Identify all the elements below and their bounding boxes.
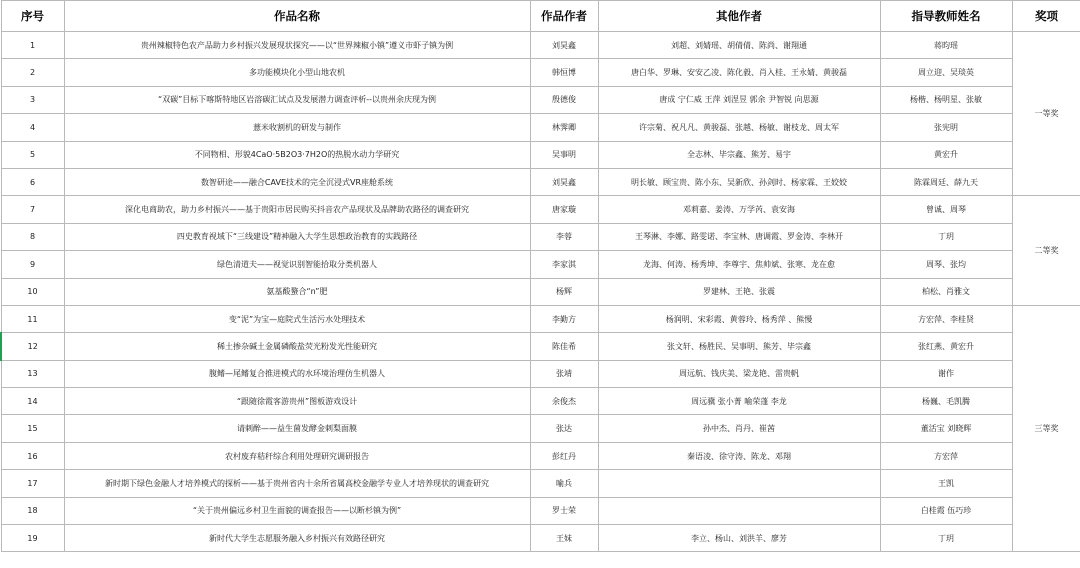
- cell-seq[interactable]: 3: [1, 86, 64, 113]
- table-row: [1, 388, 1080, 415]
- table-row: [1, 415, 1080, 442]
- cell-seq[interactable]: 1: [1, 32, 64, 59]
- cell-title[interactable]: 稀土掺杂碱土金属磷酸盐荧光粉发光性能研究: [64, 333, 530, 360]
- cell-title[interactable]: 四史教育视域下“三线建设”精神融入大学生思想政治教育的实践路径: [64, 223, 530, 250]
- cell-author[interactable]: 杨辉: [530, 278, 598, 305]
- cell-title[interactable]: 贵州辣椒特色农产品助力乡村振兴发展现状探究——以“世界辣椒小镇”遵义市虾子镇为例: [64, 32, 530, 59]
- cell-other-authors[interactable]: 邓莉嘉、姜涛、万学芮、袁安海: [598, 196, 880, 223]
- table-row: [1, 251, 1080, 278]
- cell-title[interactable]: “关于贵州偏远乡村卫生面貌的调查报告——以断杉镇为例”: [64, 497, 530, 524]
- cell-other-authors[interactable]: 明长敏、顾宝贵、陈小东、吴新欣、孙剑时、杨家霖、王姣姣: [598, 168, 880, 195]
- table-row: [1, 333, 1080, 360]
- cell-author[interactable]: 吴事明: [530, 141, 598, 168]
- cell-other-authors[interactable]: 龙海、何涛、杨秀坤、李尊宇、焦帅斌、张寒、龙在愈: [598, 251, 880, 278]
- cell-other-authors[interactable]: 周远骥 张小菁 喻荣蓬 李龙: [598, 388, 880, 415]
- cell-author[interactable]: 陈佳希: [530, 333, 598, 360]
- cell-seq[interactable]: 14: [1, 388, 64, 415]
- cell-other-authors[interactable]: 唐成 宁仁威 王萍 刘涅昱 郭余 尹智锐 向思源: [598, 86, 880, 113]
- cell-teacher[interactable]: 周琴、张均: [880, 251, 1012, 278]
- cell-teacher[interactable]: 董活宝 刘晓辉: [880, 415, 1012, 442]
- cell-author[interactable]: 王妹: [530, 525, 598, 552]
- cell-author[interactable]: 张靖: [530, 360, 598, 387]
- cell-author[interactable]: 刘昊鑫: [530, 32, 598, 59]
- cell-seq[interactable]: 4: [1, 114, 64, 141]
- cell-teacher[interactable]: 黄宏升: [880, 141, 1012, 168]
- cell-author[interactable]: 李蓉: [530, 223, 598, 250]
- cell-title[interactable]: 薏米收割机的研发与制作: [64, 114, 530, 141]
- cell-title[interactable]: “跟随徐霞客游贵州”图板游戏设计: [64, 388, 530, 415]
- cell-seq[interactable]: 16: [1, 442, 64, 469]
- cell-teacher[interactable]: 张宪明: [880, 114, 1012, 141]
- cell-other-authors[interactable]: [598, 497, 880, 524]
- cell-seq[interactable]: 6: [1, 168, 64, 195]
- table-row: [1, 360, 1080, 387]
- cell-other-authors[interactable]: 王琴淋、李娜、路雯诺、李宝林、唐调霞、罗金涛、李林开: [598, 223, 880, 250]
- table-row: [1, 497, 1080, 524]
- cell-seq[interactable]: 8: [1, 223, 64, 250]
- cell-award-first[interactable]: 一等奖: [1012, 32, 1080, 196]
- table-row: [1, 168, 1080, 195]
- cell-teacher[interactable]: 周立迎、吴琰英: [880, 59, 1012, 86]
- table-row: [1, 86, 1080, 113]
- cell-author[interactable]: 张达: [530, 415, 598, 442]
- table-row: [1, 525, 1080, 552]
- cell-seq[interactable]: 17: [1, 470, 64, 497]
- cell-seq[interactable]: 11: [1, 305, 64, 332]
- table-row: [1, 223, 1080, 250]
- table-row: [1, 305, 1080, 332]
- cell-teacher[interactable]: 谢作: [880, 360, 1012, 387]
- cell-author[interactable]: 韩恒博: [530, 59, 598, 86]
- cell-other-authors[interactable]: 许宗菊、祝凡凡、黄骏磊、张越、杨敏、谢枝龙、周太军: [598, 114, 880, 141]
- cell-seq[interactable]: 13: [1, 360, 64, 387]
- cell-title[interactable]: 数智研途——融合CAVE技术的完全沉浸式VR座舱系统: [64, 168, 530, 195]
- header-row: [1, 1, 1080, 32]
- header-award[interactable]: 奖项: [1012, 1, 1080, 32]
- cell-seq[interactable]: 5: [1, 141, 64, 168]
- cell-title[interactable]: 不同物相、形貌4CaO·5B2O3·7H2O的热脱水动力学研究: [64, 141, 530, 168]
- cell-author[interactable]: 殷德俊: [530, 86, 598, 113]
- cell-title[interactable]: 深化电商助农，助力乡村振兴——基于贵阳市居民购买抖音农产品现状及品牌助农路径的调查研究: [64, 196, 530, 223]
- cell-author[interactable]: 罗士荣: [530, 497, 598, 524]
- cell-other-authors[interactable]: 张文轩、杨胜民、吴事明、熊芳、毕宗鑫: [598, 333, 880, 360]
- cell-seq[interactable]: 2: [1, 59, 64, 86]
- table-row: [1, 114, 1080, 141]
- cell-teacher[interactable]: 柏松、肖雅文: [880, 278, 1012, 305]
- cell-seq[interactable]: 9: [1, 251, 64, 278]
- header-seq[interactable]: 序号: [1, 1, 64, 32]
- table-row: [1, 141, 1080, 168]
- cell-award-second[interactable]: 二等奖: [1012, 196, 1080, 306]
- cell-author[interactable]: 刘昊鑫: [530, 168, 598, 195]
- header-title[interactable]: 作品名称: [64, 1, 530, 32]
- cell-title[interactable]: 绿色清道夫——视觉识别智能拾取分类机器人: [64, 251, 530, 278]
- header-author[interactable]: 作品作者: [530, 1, 598, 32]
- header-other-authors[interactable]: 其他作者: [598, 1, 880, 32]
- cell-seq[interactable]: 12: [1, 333, 64, 360]
- cell-other-authors[interactable]: 刘超、刘婧瑶、胡倩倩、陈尚、谢翔通: [598, 32, 880, 59]
- cell-seq[interactable]: 15: [1, 415, 64, 442]
- cell-teacher[interactable]: 方宏萍: [880, 442, 1012, 469]
- cell-author[interactable]: 喻兵: [530, 470, 598, 497]
- cell-teacher[interactable]: 白桂霞 伍巧珍: [880, 497, 1012, 524]
- cell-seq[interactable]: 19: [1, 525, 64, 552]
- cell-teacher[interactable]: 蒋昀瑶: [880, 32, 1012, 59]
- cell-other-authors[interactable]: 孙中杰、肖丹、崔茜: [598, 415, 880, 442]
- cell-teacher[interactable]: 杨楷、杨明星、张敏: [880, 86, 1012, 113]
- cell-title[interactable]: 多功能模块化小型山地农机: [64, 59, 530, 86]
- cell-teacher[interactable]: 陈霖周廷、薛九天: [880, 168, 1012, 195]
- cell-other-authors[interactable]: 唐白华、罗琳、安安乙凌、陈化毅、肖入桂、王永婧、黄骏磊: [598, 59, 880, 86]
- cell-title[interactable]: “双碳”目标下喀斯特地区岩溶碳汇试点及发展潜力调查评析--以贵州余庆现为例: [64, 86, 530, 113]
- table-row: [1, 278, 1080, 305]
- cell-teacher[interactable]: 丁玥: [880, 525, 1012, 552]
- table-row: [1, 59, 1080, 86]
- cell-seq[interactable]: 7: [1, 196, 64, 223]
- table-row: [1, 196, 1080, 223]
- cell-other-authors[interactable]: 秦语凌、徐守涛、陈龙、邓翔: [598, 442, 880, 469]
- cell-other-authors[interactable]: 全志林、毕宗鑫、熊芳、易宇: [598, 141, 880, 168]
- cell-title[interactable]: 请刺醉——益生菌发酵金刺梨面膜: [64, 415, 530, 442]
- cell-other-authors[interactable]: [598, 470, 880, 497]
- cell-seq[interactable]: 10: [1, 278, 64, 305]
- cell-seq[interactable]: 18: [1, 497, 64, 524]
- cell-title[interactable]: 农村废弃秸秆综合利用处理研究调研报告: [64, 442, 530, 469]
- cell-other-authors[interactable]: 杨润明、宋彩霞、黄蓉玲、杨秀萍 、熊慢: [598, 305, 880, 332]
- table-row: [1, 470, 1080, 497]
- cell-author[interactable]: 唐家璇: [530, 196, 598, 223]
- cell-title[interactable]: 氨基酸螯合“n”肥: [64, 278, 530, 305]
- cell-author[interactable]: 余俊杰: [530, 388, 598, 415]
- cell-title[interactable]: 新时期下绿色金融人才培养模式的探析——基于贵州省内十余所省属高校金融学专业人才培养现状的调查研究: [64, 470, 530, 497]
- cell-author[interactable]: 彭红丹: [530, 442, 598, 469]
- cell-teacher[interactable]: 王凯: [880, 470, 1012, 497]
- cell-author[interactable]: 李家淇: [530, 251, 598, 278]
- cell-teacher[interactable]: 曾诚、周琴: [880, 196, 1012, 223]
- cell-teacher[interactable]: 杨巍、毛凯腾: [880, 388, 1012, 415]
- cell-title[interactable]: 新时代大学生志愿服务融入乡村振兴有效路径研究: [64, 525, 530, 552]
- cell-title[interactable]: 变“泥”为宝—庭院式生活污水处理技术: [64, 305, 530, 332]
- cell-other-authors[interactable]: 罗建林、王艳、张震: [598, 278, 880, 305]
- cell-author[interactable]: 李勤方: [530, 305, 598, 332]
- cell-teacher[interactable]: 丁玥: [880, 223, 1012, 250]
- table-row: [1, 32, 1080, 59]
- cell-teacher[interactable]: 张红燕、黄宏升: [880, 333, 1012, 360]
- cell-author[interactable]: 林霁卿: [530, 114, 598, 141]
- header-teacher[interactable]: 指导教师姓名: [880, 1, 1012, 32]
- table-row: [1, 442, 1080, 469]
- cell-award-third[interactable]: 三等奖: [1012, 305, 1080, 552]
- cell-other-authors[interactable]: 李立、杨山、刘洪羊、廖芳: [598, 525, 880, 552]
- cell-teacher[interactable]: 方宏萍、李桂贤: [880, 305, 1012, 332]
- cell-title[interactable]: 腹鳍—尾鳍复合推进模式的水环境治理仿生机器人: [64, 360, 530, 387]
- cell-other-authors[interactable]: 周远航、钱庆美、梁龙艳、雷贵帆: [598, 360, 880, 387]
